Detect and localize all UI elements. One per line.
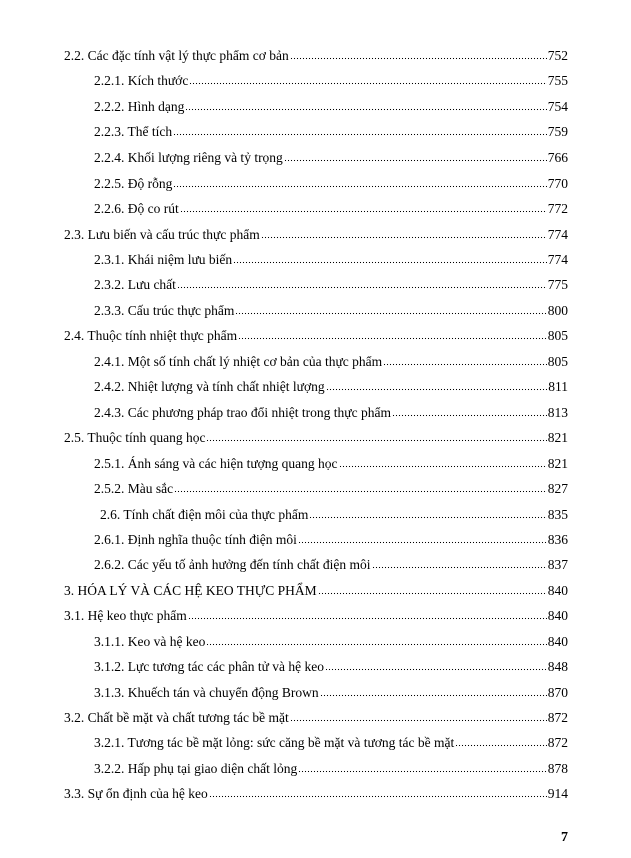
toc-entry[interactable] [94, 684, 568, 702]
toc-entry-title: 3.1.1. Keo và hệ keo [94, 634, 206, 649]
toc-entry-title: 3.1.3. Khuếch tán và chuyển động Brown [94, 685, 319, 700]
dot-leader [455, 743, 546, 747]
toc-entry[interactable] [94, 378, 568, 396]
toc-entry-page: 752 [547, 48, 568, 63]
toc-entry[interactable] [64, 327, 568, 345]
toc-entry-title: 2.6.1. Định nghĩa thuộc tính điện môi [94, 532, 297, 547]
toc-entry-page: 772 [547, 201, 568, 216]
toc-entry-title: 2.4.3. Các phương pháp trao đổi nhiệt trong thực phẩm [94, 405, 391, 420]
toc-entry[interactable] [94, 123, 568, 141]
toc-entry[interactable] [94, 353, 568, 371]
toc-entry-page: 840 [547, 634, 568, 649]
dot-leader [189, 81, 546, 85]
toc-entry[interactable] [94, 734, 568, 752]
toc-entry[interactable] [94, 455, 568, 473]
toc-entry[interactable] [64, 785, 568, 803]
toc-entry-page: 800 [547, 303, 568, 318]
toc-entry-page: 821 [547, 456, 568, 471]
dot-leader [177, 285, 547, 289]
toc-entry-page: 811 [548, 379, 568, 394]
toc-entry-page: 759 [547, 124, 568, 139]
dot-leader [325, 667, 547, 671]
toc-entry[interactable] [100, 506, 568, 524]
toc-entry[interactable] [64, 607, 568, 625]
toc-entry-title: 3.3. Sự ổn định của hệ keo [64, 786, 208, 801]
toc-entry-page: 840 [547, 583, 568, 598]
toc-entry-title: 2.5. Thuộc tính quang học [64, 430, 206, 445]
toc-entry[interactable] [94, 302, 568, 320]
dot-leader [290, 56, 547, 60]
toc-entry-title: 2.6.2. Các yếu tố ảnh hưởng đến tính chất điện môi [94, 557, 371, 572]
toc-entry-title: 2.4.1. Một số tính chất lý nhiệt cơ bản của thực phẩm [94, 354, 383, 369]
toc-entry[interactable] [64, 226, 568, 244]
toc-entry-title: 2.2.6. Độ co rút [94, 201, 179, 216]
toc-entry-page: 840 [547, 608, 568, 623]
toc-entry[interactable] [94, 200, 568, 218]
toc-entry-title: 2.2. Các đặc tính vật lý thực phẩm cơ bản [64, 48, 289, 63]
toc-entry-title: 2.5.1. Ánh sáng và các hiện tượng quang học [94, 456, 338, 471]
toc-entry-title: 2.2.5. Độ rỗng [94, 176, 173, 191]
dot-leader [209, 794, 547, 798]
dot-leader [318, 591, 547, 595]
toc-entry-title: 2.4. Thuộc tính nhiệt thực phẩm [64, 328, 238, 343]
dot-leader [309, 515, 546, 519]
toc-entry-page: 835 [547, 507, 568, 522]
toc-entry-title: 3.2. Chất bề mặt và chất tương tác bề mặt [64, 710, 289, 725]
dot-leader [180, 209, 547, 213]
toc-entry[interactable] [94, 633, 568, 651]
dot-leader [326, 387, 548, 391]
toc-entry-page: 837 [547, 557, 568, 572]
dot-leader [238, 336, 547, 340]
toc-entry-title: 3.2.1. Tương tác bề mặt lỏng: sức căng bề mặt và tương tác bề mặt [94, 735, 455, 750]
dot-leader [173, 184, 546, 188]
dot-leader [233, 260, 547, 264]
toc-entry[interactable] [64, 709, 568, 727]
toc-entry[interactable] [94, 276, 568, 294]
toc-entry-title: 2.4.2. Nhiệt lượng và tính chất nhiệt lượng [94, 379, 325, 394]
dot-leader [206, 438, 546, 442]
toc-entry-page: 848 [547, 659, 568, 674]
toc-entry[interactable] [94, 480, 568, 498]
toc-entry-page: 821 [547, 430, 568, 445]
toc-entry-title: 2.3. Lưu biến và cấu trúc thực phẩm [64, 227, 260, 242]
toc-entry-page: 805 [547, 328, 568, 343]
toc-entry-title: 2.2.3. Thể tích [94, 124, 173, 139]
dot-leader [185, 107, 546, 111]
toc-entry-title: 3.1. Hệ keo thực phẩm [64, 608, 187, 623]
toc-entry-page: 775 [547, 277, 568, 292]
toc-entry-page: 755 [547, 73, 568, 88]
toc-entry-page: 754 [547, 99, 568, 114]
toc-entry-page: 766 [547, 150, 568, 165]
dot-leader [173, 132, 547, 136]
toc-entry-page: 827 [547, 481, 568, 496]
toc-entry-title: 2.2.2. Hình dạng [94, 99, 185, 114]
toc-entry[interactable] [64, 429, 568, 447]
toc-entry[interactable] [94, 251, 568, 269]
toc-entry[interactable] [94, 556, 568, 574]
toc-entry[interactable] [94, 658, 568, 676]
toc-entry[interactable] [94, 531, 568, 549]
toc-entry[interactable] [94, 404, 568, 422]
dot-leader [372, 565, 547, 569]
toc-entry-page: 870 [547, 685, 568, 700]
dot-leader [298, 540, 547, 544]
toc-entry-page: 914 [547, 786, 568, 801]
toc-entry[interactable] [94, 175, 568, 193]
toc-entry[interactable] [64, 582, 568, 600]
dot-leader [261, 235, 547, 239]
page-number: 7 [561, 830, 568, 845]
toc-entry-title: 3.2.2. Hấp phụ tại giao diện chất lỏng [94, 761, 298, 776]
toc-entry-page: 836 [547, 532, 568, 547]
toc-entry-page: 872 [547, 710, 568, 725]
toc-entry[interactable] [94, 760, 568, 778]
toc-entry-page: 770 [547, 176, 568, 191]
toc-entry[interactable] [94, 149, 568, 167]
toc-entry-page: 774 [547, 227, 568, 242]
toc-entry-page: 774 [547, 252, 568, 267]
toc-entry-title: 2.3.2. Lưu chất [94, 277, 176, 292]
toc-entry-title: 2.6. Tính chất điện môi của thực phẩm [100, 507, 309, 522]
toc-entry-title: 2.2.4. Khối lượng riêng và tỷ trọng [94, 150, 283, 165]
dot-leader [320, 693, 547, 697]
dot-leader [290, 718, 547, 722]
dot-leader [235, 311, 546, 315]
dot-leader [206, 642, 546, 646]
dot-leader [392, 413, 547, 417]
dot-leader [174, 489, 547, 493]
toc-entry-page: 878 [547, 761, 568, 776]
toc-entry-title: 3. HÓA LÝ VÀ CÁC HỆ KEO THỰC PHẨM [64, 583, 317, 598]
toc-entry[interactable] [94, 72, 568, 90]
dot-leader [383, 362, 547, 366]
dot-leader [339, 464, 547, 468]
toc-entry-page: 805 [547, 354, 568, 369]
toc-entry-title: 2.5.2. Màu sắc [94, 481, 174, 496]
dot-leader [188, 616, 547, 620]
toc-entry-title: 3.1.2. Lực tương tác các phân tử và hệ keo [94, 659, 325, 674]
toc-entry-title: 2.3.3. Cấu trúc thực phẩm [94, 303, 235, 318]
toc-entry[interactable] [64, 47, 568, 65]
dot-leader [284, 158, 547, 162]
toc-entry-page: 813 [547, 405, 568, 420]
dot-leader [298, 769, 547, 773]
toc-entry-page: 872 [547, 735, 568, 750]
toc-entry[interactable] [94, 98, 568, 116]
toc-entry-title: 2.3.1. Khái niệm lưu biến [94, 252, 233, 267]
toc-entry-title: 2.2.1. Kích thước [94, 73, 189, 88]
